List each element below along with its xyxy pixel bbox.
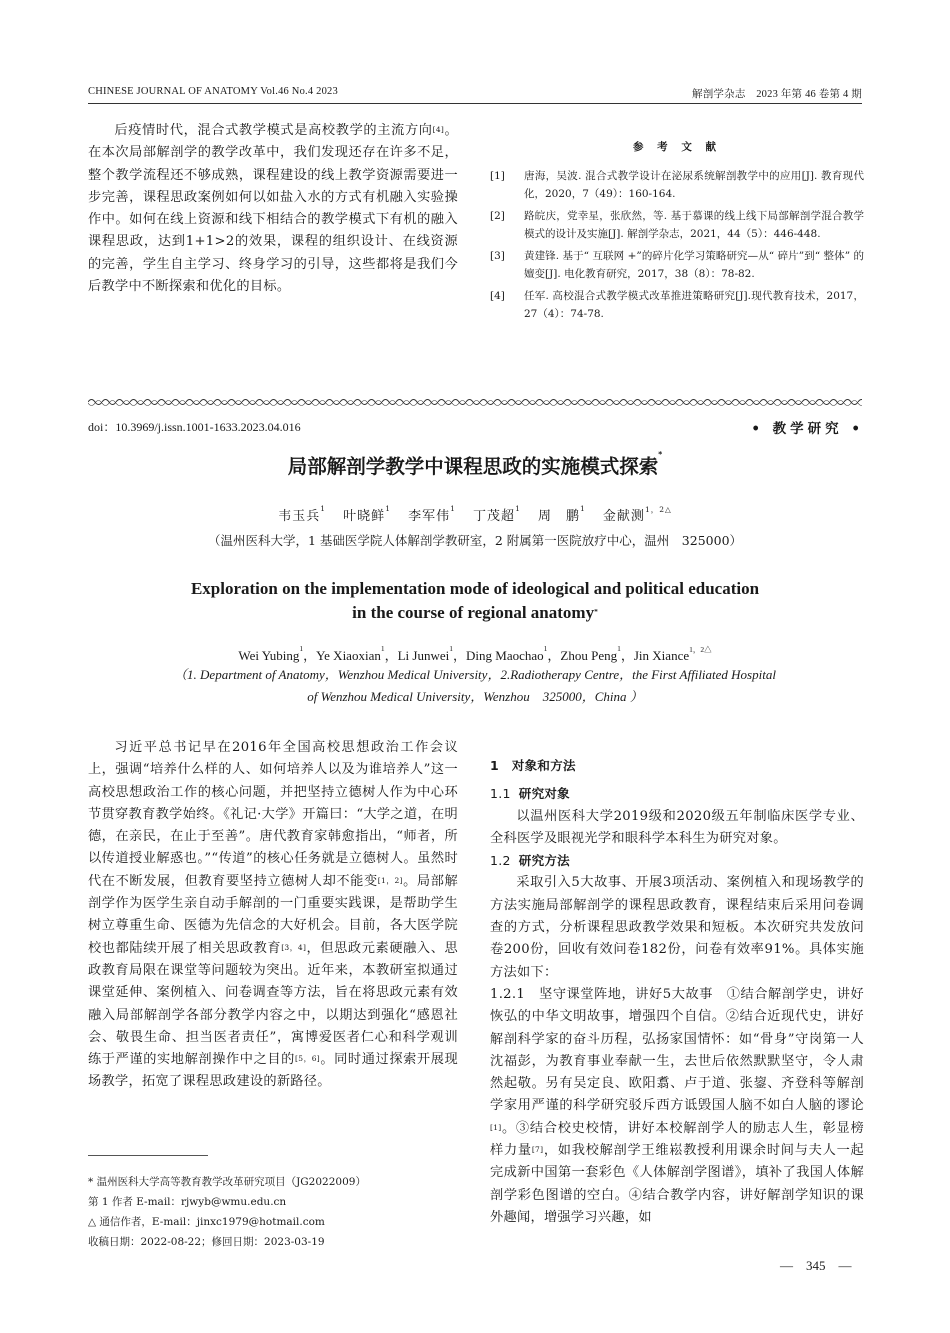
article-title-cn: 局部解剖学教学中课程思政的实施模式探索* (287, 450, 663, 478)
citation: [3，4] (281, 942, 307, 952)
doi: doi：10.3969/j.issn.1001-1633.2023.04.016 (88, 420, 301, 434)
introduction: 习近平总书记早在2016年全国高校思想政治工作会议上，强调“培养什么样的人、如何培养人以及为谁培养人”这一高校思想政治工作的核心问题，并把坚持立德树人作为中心环节贯穿教育教学始终。《礼记·大学》开篇曰：“大学之道，在明德，在亲民，在止于至善”。唐代教育家韩愈指出，“师者，所以传道授业解惑也。”“传道”的核心任务就是立德树人。虽然时代在不断发展，但教育要坚持立德树人却不能变[1，2]。局部解剖学作为医学生亲自动手解剖的一门重要实践课，是帮助学生树立尊重生命、医德为先信念的大好机会。目前，各大医学院校也都陆续开展了相关思政教育[3，4]，但思政元素硬融入、思政教育局限在课堂等问题较为突出。近年来，本教研室拟通过课堂延伸、案例植入、问卷调查等方法，旨在将思政元素有效融入局部解剖学各部分教学内容之中，以期达到强化“感恩社会、敬畏生命、担当医者责任”，寓博爱医者仁心和科学观训练于严谨的实地解剖操作中之目的[5，6]。同时通过探索开展现场教学，拓宽了课程思政建设的新路径。 (88, 740, 459, 1090)
wavy-separator (88, 396, 862, 408)
author: Jin Xiance$^{1,2\triangle}$ (633, 645, 712, 663)
paragraph: 以温州医科大学2019级和2020级五年制临床医学专业、全科医学及眼视光学和眼科学本科生为研究对象。 (490, 808, 864, 846)
reference-list (490, 167, 864, 327)
author: 周 鹏$^1$ (537, 504, 586, 524)
header-divider (88, 103, 862, 104)
author: 金献测$^{1,2\triangle}$ (602, 505, 672, 524)
methods-section (490, 749, 864, 1229)
page-number: — 345 — (780, 1258, 852, 1273)
reference-item: [4] 任军. 高校混合式教学模式改革推进策略研究[J].现代教育技术，2017，27（4）：74-78. (490, 290, 864, 320)
citation: [7] (531, 1145, 544, 1155)
subsection-heading: 1.2 研究方法 (490, 853, 570, 869)
reference-item: [2] 路皖庆，党幸星，张欣然，等. 基于慕课的线上线下局部解剖学混合教学模式的设计及实施[J]. 解剖学杂志，2021，44（5）：446-448. (490, 210, 864, 240)
paragraph: 1.2.1 坚守课堂阵地，讲好5大故事 ①结合解剖学史，讲好恢弘的中华文明故事，增强四个自信。②结合近现代史，讲好解剖科学家的奋斗历程，弘扬家国情怀：如“骨身”守岗第一人沈福彭，为教育事业奉献一生，去世后依然默默坚守，令人肃然起敬。另有吴定良、欧阳翥、卢于道、张鋆、齐登科等解剖学家用严谨的科学研究驳斥西方诋毁国人脑不如白人脑的谬论[1]。③结合校史校情，讲好本校解剖学人的励志人生，彰显榜样力量[7]，如我校解剖学王维崧教授利用课余时间与夫人一起完成新中国第一套彩色《人体解剖学图谱》，填补了我国人体解剖学彩色图谱的空白。④结合教学内容，讲好解剖学知识的课外趣闻，增强学习兴趣，如 (490, 986, 864, 1225)
author: 叶晓鲜$^1$ (343, 504, 391, 524)
footnote-divider (88, 1155, 208, 1156)
reference-item: [1] 唐海，吴波. 混合式教学设计在泌尿系统解剖教学中的应用[J]. 教育现代化，2020，7（49）：160-164. (490, 170, 864, 200)
author: Wei Yubing$^1$ (238, 644, 304, 663)
footnote-dates: 收稿日期：2022-08-22；修回日期：2023-03-19 (88, 1236, 325, 1248)
citation: [1] (490, 1122, 502, 1132)
author-list-en: Wei Yubing$^1$，Ye Xiaoxian$^1$，Li Junwei$^1$，Ding Maochao$^1$，Zhou Peng$^1$，Jin Xiance$^{1,2\triangle}$ (238, 644, 712, 663)
prev-article-conclusion: 后疫情时代，混合式教学模式是高校教学的主流方向[4]。在本次局部解剖学的教学改革中，我们发现还存在许多不足，整个教学流程还不够成熟，课程建设的线上教学资源需要进一步完善，课程思政案例如何以如盐入水的方式有机融入实验操作中。如何在线上资源和线下相结合的教学模式下有机的融入课程思政，达到1+1>2的效果，课程的组织设计、在线资源的完善，学生自主学习、终身学习的引导，这些都将是我们今后教学中不断探索和优化的目标。 (88, 123, 458, 295)
subsection-heading: 1.1 研究对象 (490, 786, 570, 802)
citation: [5，6] (294, 1054, 321, 1064)
author: 丁茂超$^1$ (473, 504, 521, 524)
author: Ding Maochao$^1$ (466, 644, 548, 663)
footnotes (88, 1172, 468, 1252)
section-tag: • 教学研究 • (751, 421, 864, 437)
author-list-cn (0, 505, 950, 524)
footnote-fund: * 温州医科大学高等教育教学改革研究项目（JG2022009） (88, 1176, 366, 1188)
affiliation-en: （1. Department of Anatomy，Wenzhou Medical University，2.Radiotherapy Centre，the First Affiliated Hospital of Wenzhou Medical University，Wenzhou 325000，China ） (174, 667, 776, 704)
author: Zhou Peng$^1$ (560, 644, 621, 663)
reference-item: [3] 黄建锋. 基于“ 互联网 +”的碎片化学习策略研究—从“ 碎片”到“ 整体” 的嬗变[J]. 电化教育研究，2017，38（8）：78-82. (490, 250, 864, 280)
affiliation-cn: （温州医科大学，1 基础医学院人体解剖学教研室，2 附属第一医院放疗中心，温州 325000） (207, 533, 743, 548)
author: 韦玉兵$^1$ (278, 504, 327, 524)
running-header-left: CHINESE JOURNAL OF ANATOMY Vol.46 No.4 2023 (88, 86, 338, 97)
running-header-right: 解剖学杂志 2023 年第 46 卷第 4 期 (692, 89, 862, 100)
references-heading: 参 考 文 献 (633, 141, 721, 153)
footnote-corresponding: △ 通信作者，E-mail：jinxc1979@hotmail.com (88, 1216, 325, 1228)
citation: [4] (432, 125, 445, 134)
article-title-en: Exploration on the implementation mode of ideological and political education in the course of regional anatomy* (190, 579, 760, 622)
footnote-first-author: 第 1 作者 E-mail：rjwyb@wmu.edu.cn (88, 1196, 287, 1208)
author: Ye Xiaoxian$^1$ (316, 644, 385, 663)
section-heading: 1 对象和方法 (490, 758, 576, 773)
paragraph: 采取引入5大故事、开展3项活动、案例植入和现场教学的方法实施局部解剖学的课程思政教育，课程结束后采用问卷调查的方式，分析课程思政教学效果和短板。本次研究共发放问卷200份，回收有效问卷182份，问卷有效率91%。具体实施方法如下： (490, 875, 864, 980)
author: 李军伟$^1$ (408, 504, 456, 524)
author: Li Junwei$^1$ (397, 644, 453, 663)
citation: [1，2] (377, 875, 403, 885)
